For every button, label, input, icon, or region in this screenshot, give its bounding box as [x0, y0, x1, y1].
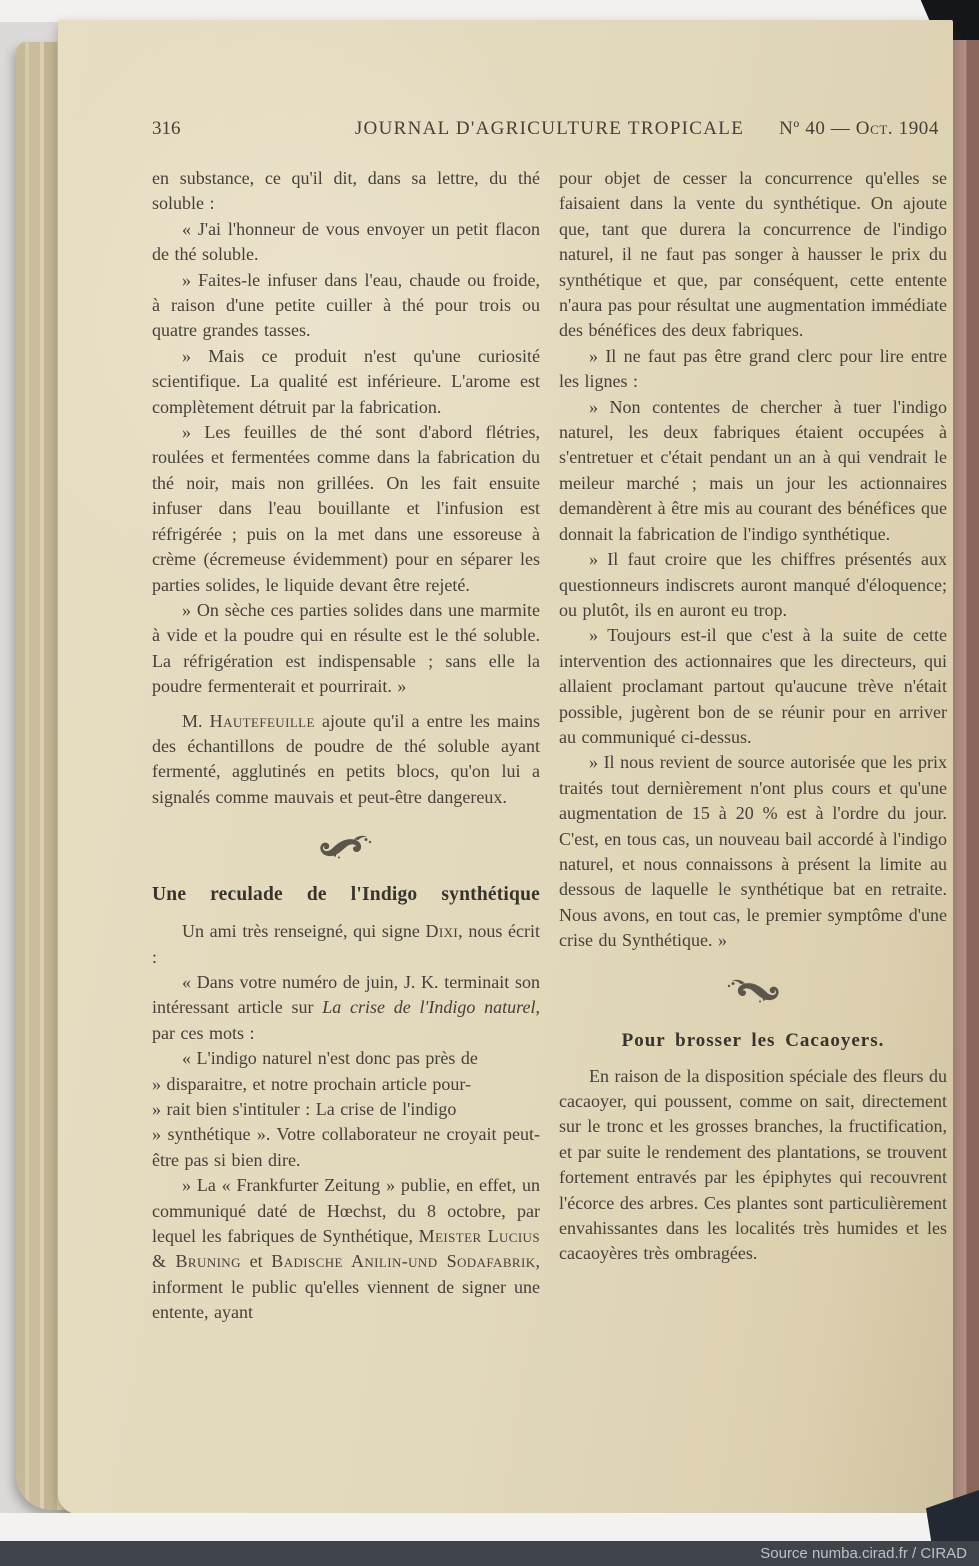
book-binding-edge [951, 40, 979, 1502]
paragraph: » Il nous revient de source autorisée que les prix traités tout dernièrement n'ont plus cours et qu'une augmentation de 15 à 20 % est à l'ordre du jour. C'est, en tous cas, un nouveau bail accordé à l'indigo naturel, et nous connaissons à présent la limite au dessous de laquelle le synthétique bat en retraite. Nous avons, en tout cas, le premier symptôme d'une crise du Synthétique. » [559, 752, 947, 951]
paragraph: « Dans votre numéro de juin, J. K. terminait son intéressant article sur La crise de l'Indigo naturel, par ces mots : [152, 971, 540, 1043]
small-caps-name: Badische Anilin-und Sodafabrik [271, 1251, 536, 1272]
paragraph: » Les feuilles de thé sont d'abord flétries, roulées et fermentées comme dans la fabrication du thé noir, mais non grillées. On les fait ensuite infuser dans l'eau bouillante et l'infusion est réfrigérée ; puis on la met dans une essoreuse à crème (écremeuse évidemment) pour en séparer les parties solides, le liquide devant être rejeté. [152, 422, 540, 595]
source-attribution-bar [0, 1541, 979, 1566]
paragraph: Un ami très renseigné, qui signe Dixi, nous écrit : [152, 921, 540, 967]
paragraph: En raison de la disposition spéciale des fleurs du cacaoyer, qui poussent, comme on sait, directement sur le tronc et les grosses branches, la fructification, et par suite le rendement des plantations, se trouvent fortement entravés par les épiphytes qui recouvrent l'écorce des arbres. Ces plantes sont particulièrement envahissantes dans les localités très humides et les cacaoyères très ombragées. [559, 1065, 947, 1264]
journal-page [58, 20, 953, 1514]
paragraph: » Faites-le infuser dans l'eau, chaude ou froide, à raison d'une petite cuiller à thé pour trois ou quatre grandes tasses. [152, 269, 540, 341]
page-header [152, 118, 947, 148]
paragraph: » Mais ce produit n'est qu'une curiosité scientifique. La qualité est inférieure. L'arome est complètement détruit par la fabrication. [152, 345, 540, 417]
left-column [152, 166, 540, 1326]
paragraph: M. Hautefeuille ajoute qu'il a entre les mains des échantillons de poudre de thé soluble ayant fermenté, agglutinés en petits blocs, qu'on lui a signalés comme mauvais et peut-être dangereux. [152, 710, 540, 807]
italic-text: La crise de l'Indigo naturel [322, 997, 536, 1018]
paragraph: » Non contentes de chercher à tuer l'indigo naturel, les deux fabriques étaient occupées à s'entretuer et c'était pendant un an à qui vendrait le meileur marché ; mais un jour les actionnaires demandèrent à être mis au courant des bénéfices que donnait la fabrication de l'indigo synthétique. [559, 396, 947, 544]
article-heading: Une reculade de l'Indigo synthétique [152, 884, 540, 906]
paragraph: » La « Frankfurter Zeitung » publie, en effet, un communiqué daté de Hœchst, du 8 octobre, par lequel les fabriques de Synthétique, Meister Lucius & Bruning et Badische Anilin-und Sodafabrik, informent le public qu'elles viennent de signer une entente, ayant [152, 1175, 540, 1323]
paragraph: » On sèche ces parties solides dans une marmite à vide et la poudre qui en résulte est le thé soluble. La réfrigération est indispensable ; sans elle la poudre fermenterait et pourrirait. » [152, 599, 540, 697]
fleuron-ornament-icon [559, 974, 947, 1014]
scanner-background-bottom [0, 1513, 979, 1541]
paragraph: « L'indigo naturel n'est donc pas près de » disparaitre, et notre prochain article pour- » rait bien s'intituler : La crise de l'indigo » synthétique ». Votre collaborateur ne croyait peut-être pas si bien dire. [152, 1048, 540, 1170]
journal-title: JOURNAL D'AGRICULTURE TROPICALE [354, 118, 745, 139]
article-heading: Pour brosser les Cacaoyers. [621, 1029, 885, 1051]
small-caps-name: Hautefeuille [209, 710, 315, 731]
two-column-text [152, 166, 947, 1326]
fleuron-ornament-icon [152, 830, 540, 870]
paragraph: pour objet de cesser la concurrence qu'elles se faisaient dans la vente du synthétique. On ajoute que, tant que durera la concurrence de l'indigo naturel, il ne faut pas songer à hausser le prix du synthétique et que, par conséquent, cette entente n'aura pas pour résultat une augmentation immédiate des bénéfices des deux fabriques. [559, 168, 947, 341]
small-caps-name: Dixi [425, 921, 459, 942]
paragraph: » Toujours est-il que c'est à la suite de cette intervention des actionnaires que les directeurs, qui allaient proclamant partout qu'aucune trève n'était possible, jugèrent bon de se réunir pour en arriver au communiqué ci-dessus. [559, 625, 947, 747]
paragraph: » Il faut croire que les chiffres présentés aux questionneurs indiscrets auront manqué d'éloquence; ou plutôt, ils en auront eu trop. [559, 549, 947, 620]
source-attribution: Source numba.cirad.fr / CIRAD [760, 1545, 967, 1562]
right-column [559, 166, 947, 1326]
page-number: 316 [152, 118, 181, 139]
small-caps-name: Meister Lucius & Bruning [152, 1226, 540, 1272]
issue-info: Nº 40 — Oct. 1904 [779, 118, 939, 139]
paragraph: « J'ai l'honneur de vous envoyer un petit flacon de thé soluble. [152, 218, 540, 265]
paragraph: » Il ne faut pas être grand clerc pour lire entre les lignes : [559, 345, 947, 392]
scanner-background-top [0, 0, 979, 22]
paragraph: en substance, ce qu'il dit, dans sa lettre, du thé soluble : [152, 168, 540, 214]
